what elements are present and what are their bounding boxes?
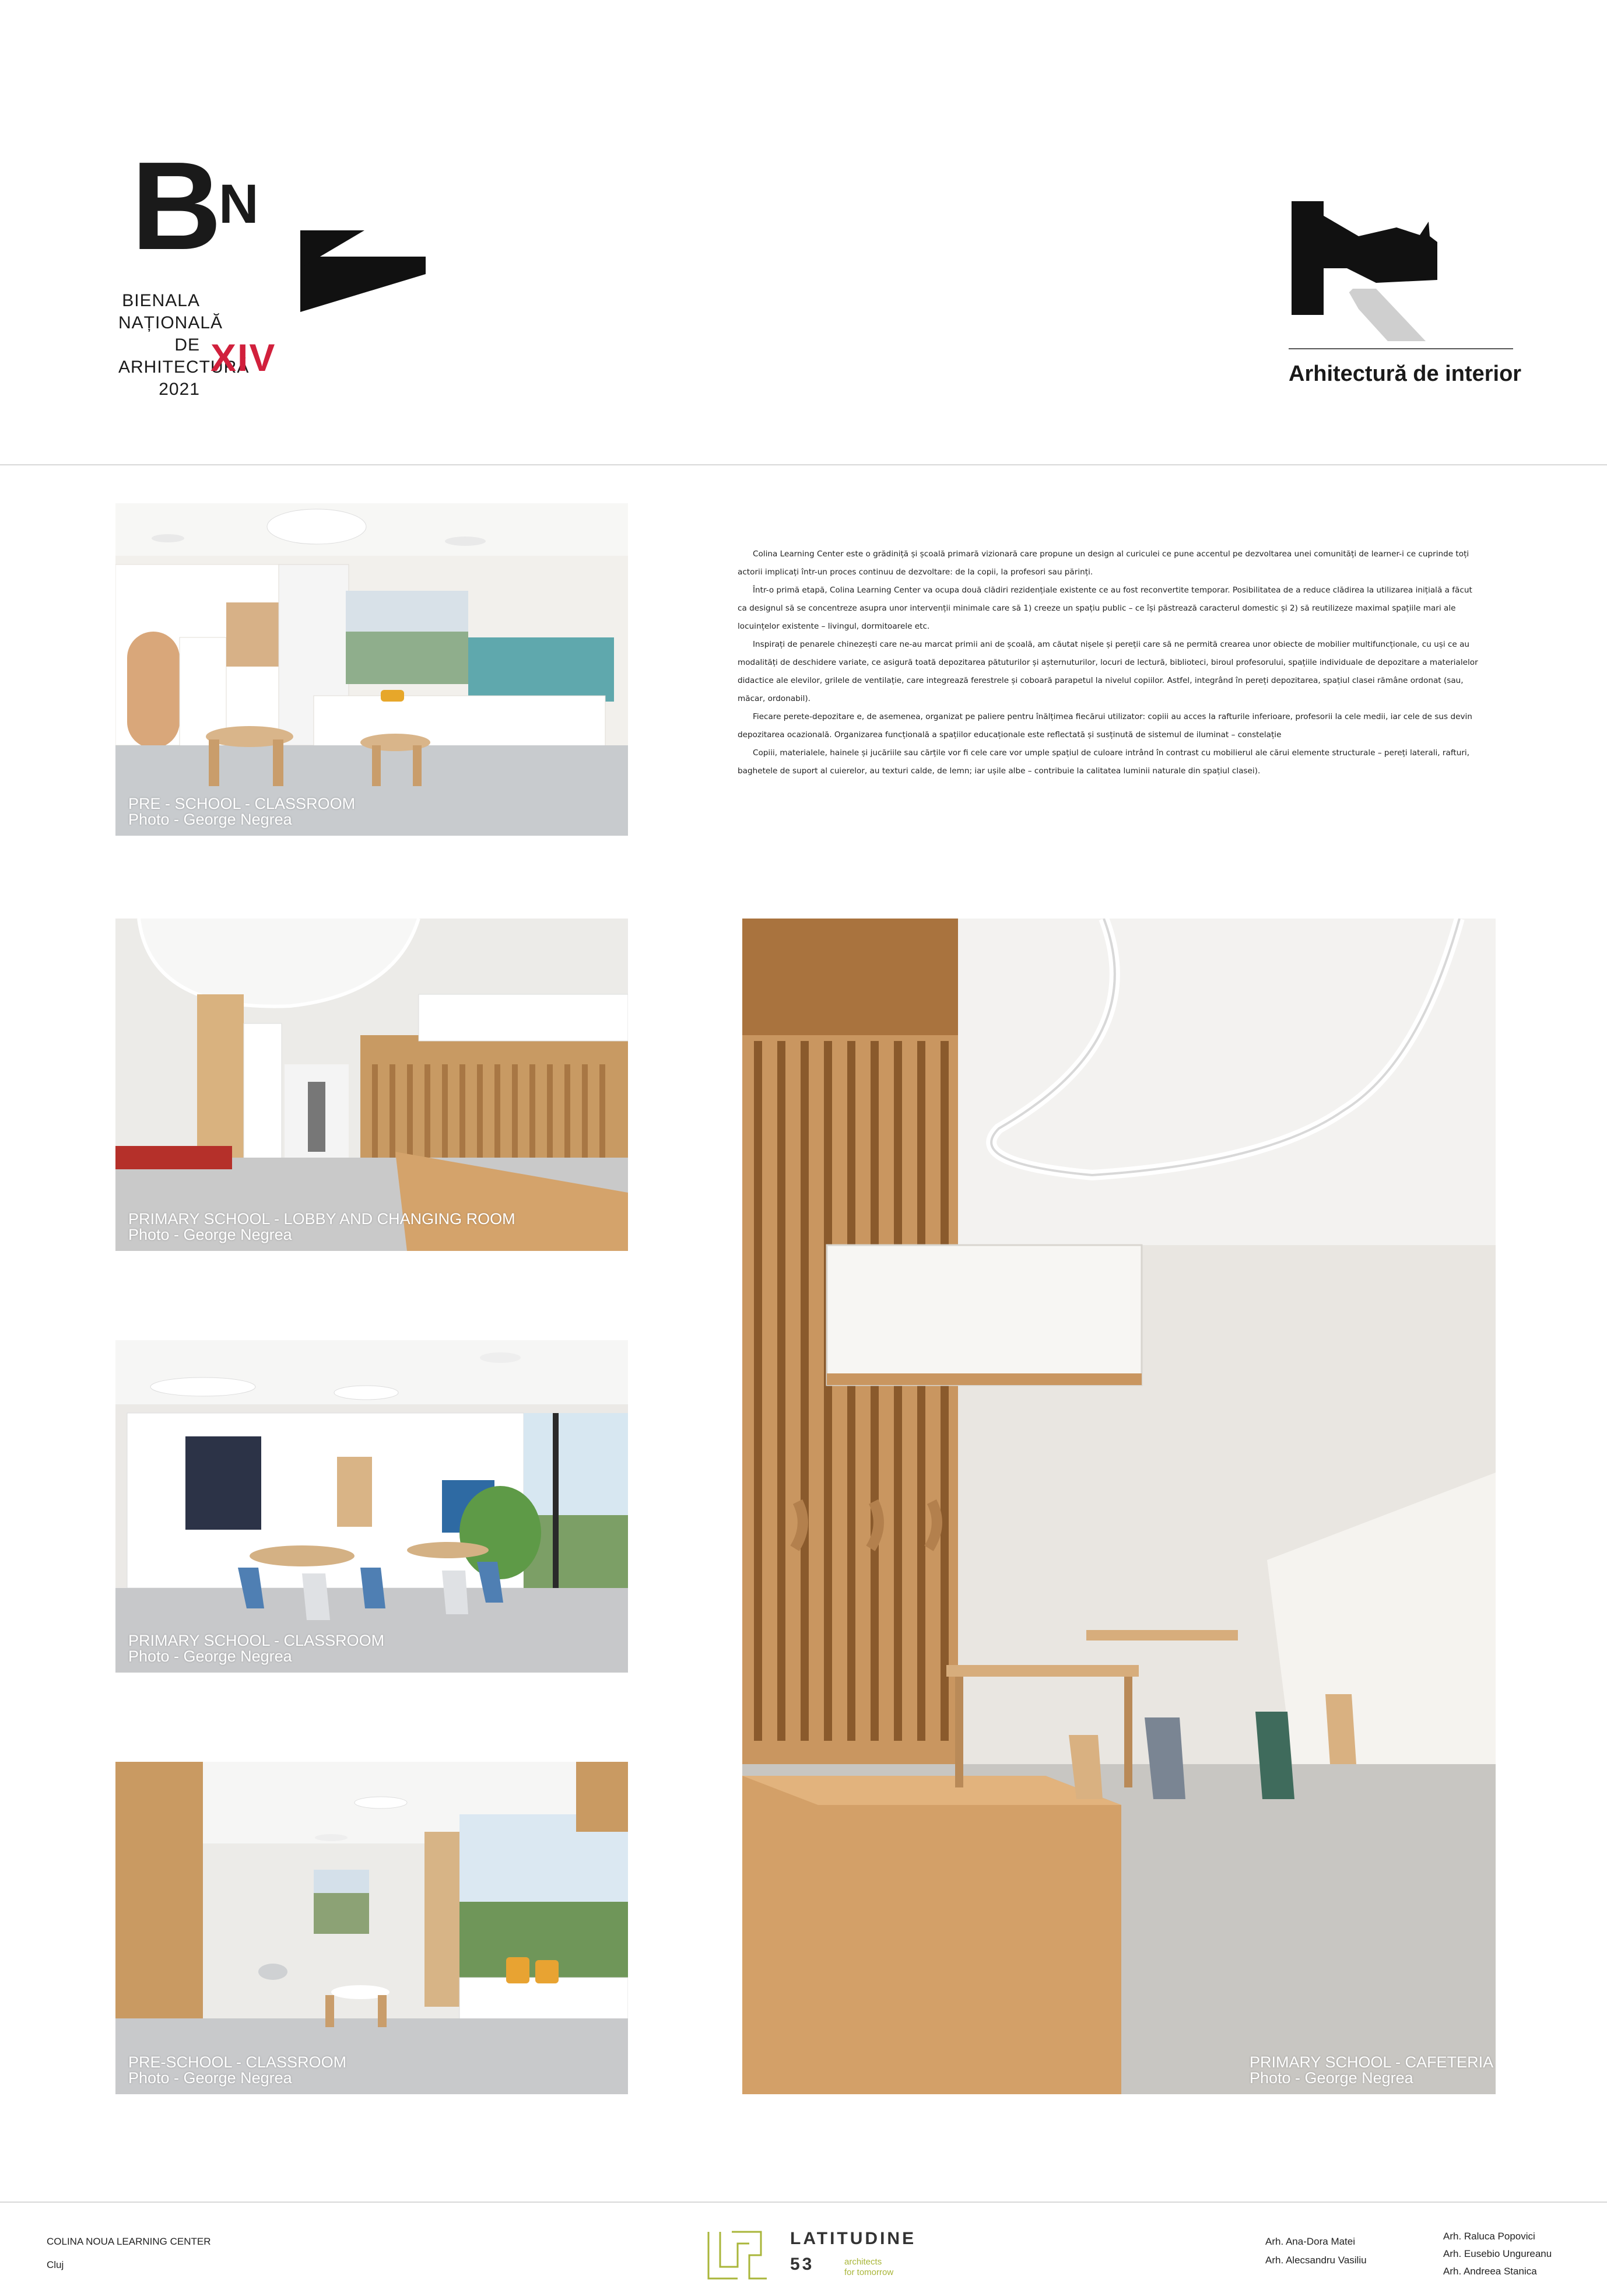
bna-caption-line: NAȚIONALĂ <box>118 313 223 333</box>
team-member: Arh. Raluca Popovici <box>1443 2231 1535 2242</box>
photo-primary-classroom <box>115 1340 628 1673</box>
team-column-2 <box>1443 2228 1552 2280</box>
bna-letter-b: B <box>131 135 219 276</box>
photo-caption <box>1250 2055 1493 2086</box>
photo-primary-lobby-image <box>115 919 628 1251</box>
photo-primary-lobby <box>115 919 628 1251</box>
bna-caption-line: 2021 <box>159 380 200 399</box>
bna-caption-line: DE <box>174 335 200 355</box>
team-member: Arh. Andreea Stanica <box>1443 2265 1537 2277</box>
team-member: Arh. Eusebio Ungureanu <box>1443 2248 1552 2259</box>
description-paragraph: Copiii, materialele, hainele și jucăriile sau cărțile vor fi cele care vor umple spațiul de culoare intrând în contrast cu mobilierul ale cărui elemente structurale – pereți laterali, rafturi, baghetele de suport al cuierelor, au texturi calde, de lemn; iar ușile albe – contribuie la calitatea luminii naturale din spațiul clasei). <box>738 748 1470 776</box>
latitudine-tagline-line: architects <box>844 2257 882 2267</box>
bna-caption-line: ARHITECTURĂ <box>118 357 250 377</box>
interior-architecture-mark-icon <box>1289 201 1446 341</box>
photo-caption <box>128 1211 515 1243</box>
bna-logo <box>118 135 347 417</box>
bna-edition: XIV <box>210 336 276 379</box>
photo-caption-title: PRE - SCHOOL - CLASSROOM <box>128 795 356 812</box>
description-paragraph: Fiecare perete-depozitare e, de asemenea, organizat pe paliere pentru înălțimea fiecărui utilizator: copiii au acces la rafturile inferioare, profesorii la cele medii, iar cele de sus devin depozitarea ocazională. Organizarea funcțională a spațiilor educaționale este reflectată și susținută de sistemul de iluminat – constelație <box>738 711 1472 739</box>
photo-caption-credit: Photo - George Negrea <box>1250 2069 1413 2087</box>
photo-preschool-classroom-2-image <box>115 1762 628 2094</box>
photo-primary-classroom-image <box>115 1340 628 1673</box>
photo-caption-title: PRIMARY SCHOOL - LOBBY AND CHANGING ROOM <box>128 1210 515 1228</box>
latitudine-tagline <box>844 2257 893 2278</box>
photo-caption-credit: Photo - George Negrea <box>128 1647 292 1665</box>
photo-caption-title: PRIMARY SCHOOL - CAFETERIA <box>1250 2053 1494 2071</box>
interior-architecture-logo <box>1289 201 1522 394</box>
photo-preschool-classroom-image <box>115 503 628 836</box>
project-info <box>47 2232 211 2275</box>
photo-primary-cafeteria-image <box>742 919 1496 2094</box>
description-paragraph: Într-o primă etapă, Colina Learning Center va ocupa două clădiri rezidențiale existente ce au fost reconvertite temporar. Posibilitatea de a reduce clădirea la utilizarea inițială a făcut ca designul să se concentreze asupra unor intervenții minimale care să 1) creeze un spațiu public – ce își păstrează caracterul domestic și 2) să reutilizeze maximal spațiile mari ale locuințelor existente – livingul, dormitoarele etc. <box>738 585 1472 631</box>
latitudine-number: 53 <box>790 2255 815 2274</box>
photo-caption <box>128 1633 384 1664</box>
latitudine-logo <box>706 2229 950 2281</box>
photo-caption-title: PRE-SCHOOL - CLASSROOM <box>128 2053 347 2071</box>
footer-divider <box>0 2202 1607 2203</box>
project-description <box>738 545 1481 780</box>
team-member: Arh. Ana-Dora Matei <box>1265 2236 1356 2247</box>
latitudine-name: LATITUDINE <box>790 2229 917 2248</box>
description-paragraph: Colina Learning Center este o grădiniță și școală primară vizionară care propune un design al curiculei ce pune accentul pe dezvoltarea unei comunități de learner-i ce cuprinde toți actorii implicați într-un proces continuu de dezvoltare: de la copii, la profesori sau părinți. <box>738 549 1469 577</box>
photo-caption-title: PRIMARY SCHOOL - CLASSROOM <box>128 1632 385 1649</box>
bna-letter-n: N <box>219 173 259 235</box>
team-member: Arh. Alecsandru Vasiliu <box>1265 2255 1367 2266</box>
interior-architecture-rule <box>1289 348 1513 349</box>
team-column-1 <box>1265 2232 1367 2270</box>
description-paragraph: Inspirați de penarele chinezești care ne-au marcat primii ani de școală, am căutat nișele și pereții care să ne permită crearea unor obiecte de mobilier multifuncționale, cu uși ce au modalități de deschidere variate, ce asigură toată depozitarea pătuturilor și așternuturilor, locuri de lectură, biblioteci, biroul profesorului, spațiile individuale de depozitare a materialelor didactice ale elevilor, grilele de ventilație, care integrează ferestrele și coboară parapetul la nivelul copiilor. Astfel, integrând în pereți depozitarea, spațiul clasei rămâne ordonat (sau, măcar, ordonabil). <box>738 639 1478 703</box>
latitudine-mark-icon <box>706 2229 770 2281</box>
header-divider <box>0 464 1607 465</box>
latitudine-tagline-line: for tomorrow <box>844 2267 894 2277</box>
photo-caption-credit: Photo - George Negrea <box>128 811 292 828</box>
photo-caption-credit: Photo - George Negrea <box>128 1226 292 1243</box>
photo-caption <box>128 796 355 828</box>
bna-caption-line: BIENALA <box>122 291 200 310</box>
section-label: Arhitectură de interior <box>1289 362 1522 386</box>
photo-primary-cafeteria <box>742 919 1496 2094</box>
photo-preschool-classroom <box>115 503 628 836</box>
project-name: COLINA NOUA LEARNING CENTER <box>47 2236 211 2247</box>
photo-preschool-classroom-2 <box>115 1762 628 2094</box>
photo-caption <box>128 2055 346 2086</box>
photo-caption-credit: Photo - George Negrea <box>128 2069 292 2087</box>
project-city: Cluj <box>47 2259 64 2271</box>
